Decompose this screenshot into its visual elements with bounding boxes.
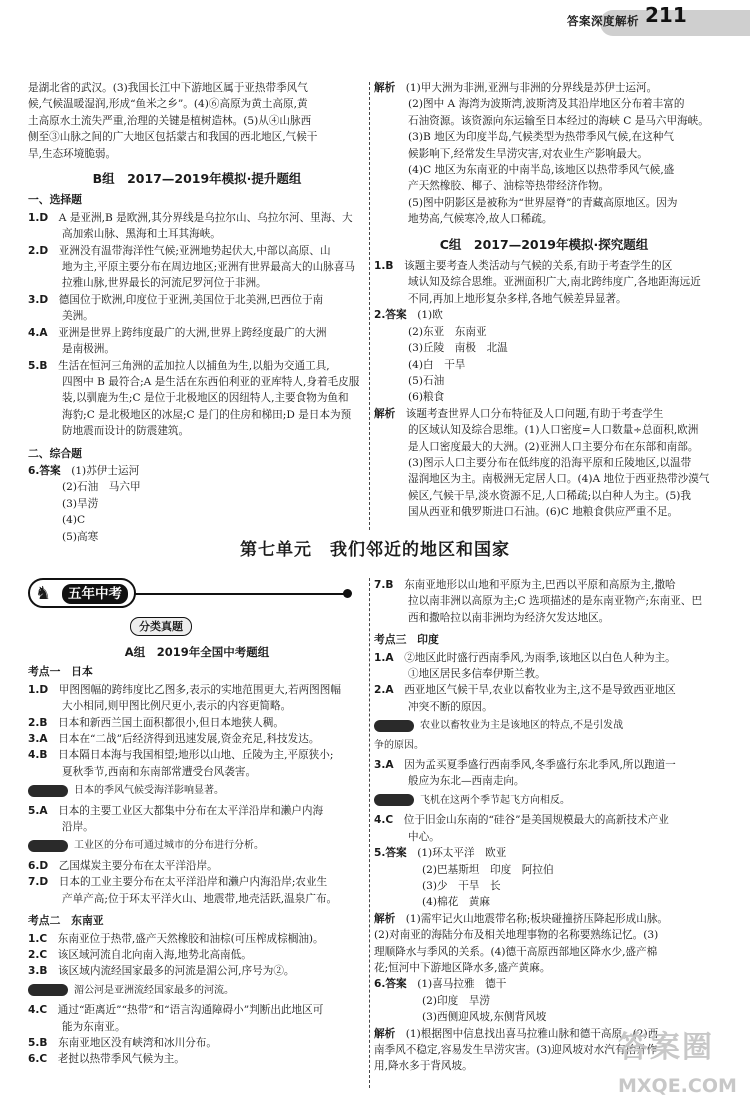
analysis-line: 花;恒河中下游地区降水多,盛产黄麻。 — [374, 961, 551, 974]
analysis-line: 解析 该题考查世界人口分布特征及人口问题,有助于考查学生 — [374, 407, 664, 420]
answer-line: 装,以驯鹿为生;C 是位于北极地区的因纽特人,主要食物为鱼和 — [62, 392, 349, 405]
answer-line: 3.D 德国位于欧洲,印度位于亚洲,美国位于北美洲,巴西位于南 — [28, 293, 324, 306]
answer-line: 4.B 日本隔日本海与我国相望;地形以山地、丘陵为主,平原狭小; — [28, 749, 334, 762]
page-header — [0, 0, 750, 44]
tip-note: 日本的季风气候受海洋影响显著。 — [28, 783, 366, 799]
analysis-line: 解析 (1)甲大洲为非洲,亚洲与非洲的分界线是苏伊士运河。 — [374, 82, 658, 94]
answer-line: 西和撒哈拉以南非洲均为经济欠发达地区。 — [408, 611, 610, 624]
answer-line: 防地震而设计的防震建筑。 — [62, 425, 190, 438]
answer-line: 5.B 东南亚地区没有峡湾和冰川分布。 — [28, 1036, 217, 1049]
answer-line: 域认知及综合思维。亚洲面积广大,南北跨纬度广,各地距海远近 — [408, 276, 701, 289]
answer-line: 6.C 老挝以热带季风气候为主。 — [28, 1053, 185, 1066]
answer-line: (4)棉花 黄麻 — [422, 896, 490, 909]
analysis-line: 石油资源。该资源向东运输至日本经过的海峡 C 是马六甲海峡。 — [408, 114, 709, 127]
answer-line: 产单产高;位于环太平洋火山、地震带,地壳活跃,温泉广布。 — [62, 892, 338, 905]
group-a-title: A组 2019年全国中考题组 — [124, 645, 270, 659]
topic-india: 考点三 印度 — [374, 633, 439, 647]
answer-line: 7.B 东南亚地形以山地和平原为主,巴西以平原和高原为主,撒哈 — [374, 579, 676, 591]
bottom-right-column — [374, 577, 714, 1075]
answer-line: 海豹;C 是北极地区的冰屋;C 是门的住房和梯田;D 是日本为预 — [62, 408, 352, 421]
tip-tag-icon — [374, 794, 414, 806]
analysis-line: 候区,气候干旱,淡水资源不足,人口稀疏;以白种人为主。(5)我 — [408, 489, 691, 502]
analysis-line: 理顺降水与季风的关系。(4)德干高原西部地区降水少,盛产棉 — [374, 945, 658, 958]
analysis-line: 产天然橡胶、椰子、油棕等热带经济作物。 — [408, 180, 610, 193]
section-title: 答案深度解析 — [567, 14, 639, 28]
answer-line: 1.A ②地区此时盛行西南季风,为雨季,该地区以白色人种为主。 — [374, 651, 676, 664]
answer-line: 6.答案 (1)喜马拉雅 德干 — [374, 978, 507, 991]
answer-line: (4)C — [62, 514, 86, 527]
answer-line: 4.C 位于旧金山东南的“硅谷”是美国规模最大的高新技术产业 — [374, 814, 669, 827]
text-line: 是湖北省的武汉。(3)我国长江中下游地区属于亚热带季风气 — [28, 82, 308, 94]
tip-note: 湄公河是亚洲流经国家最多的河流。 — [28, 983, 366, 999]
topic-japan: 考点一 日本 — [28, 665, 93, 679]
answer-line: (2)石油 马六甲 — [62, 481, 141, 494]
answer-line: 2.A 西亚地区气候干旱,农业以畜牧业为主,这不是导致西亚地区 — [374, 684, 676, 697]
answer-line: 般应为东北—西南走向。 — [408, 775, 525, 788]
answer-line: 不同,再加上地形复杂多样,各地气候差异显著。 — [408, 292, 627, 305]
answer-line: 冲突不断的原因。 — [408, 700, 493, 713]
answer-line: (6)粮食 — [408, 391, 445, 404]
analysis-line: 湿润地区为主。南极洲无定居人口。(4)A 地位于西亚热带沙漠气 — [408, 473, 710, 486]
text-line: 候,气候温暖湿润,形成“鱼米之乡”。(4)⑥高原为黄土高原,黄 — [28, 98, 308, 111]
answer-line: 沿岸。 — [62, 821, 94, 834]
answer-line: 4.C 通过“距离近”“热带”和“语言沟通障碍小”判断出此地区可 — [28, 1004, 324, 1017]
text-line: 旱,生态环境脆弱。 — [28, 147, 117, 160]
analysis-line: (3)B 地区为印度半岛,气候类型为热带季风气候,在这种气 — [408, 131, 674, 144]
answer-line: 3.B 该区域内流经国家最多的河流是湄公河,序号为②。 — [28, 965, 295, 978]
analysis-line: 解析 (1)根据图中信息找出喜马拉雅山脉和德干高原。(2)西 — [374, 1027, 659, 1040]
answer-line: (3)旱涝 — [62, 497, 99, 510]
analysis-line: (5)图中阴影区是被称为“世界屋脊”的青藏高原地区。因为 — [408, 196, 678, 209]
text-line: 侧至③山脉之间的广大地区包括蒙古和我国的西北地区,气候干 — [28, 131, 318, 144]
watermark-url: MXQE.COM — [618, 1075, 737, 1097]
analysis-line: 国从西亚和俄罗斯进口石油。(6)C 地粮食供应严重不足。 — [408, 506, 679, 519]
answer-line: (5)石油 — [408, 374, 445, 387]
badge-label: 五年中考 — [62, 584, 128, 604]
answer-line: (3)丘陵 南极 北温 — [408, 342, 508, 355]
tip-note: 争的原因。 — [374, 739, 424, 751]
answer-line: 6.答案 (1)苏伊士运河 — [28, 464, 140, 477]
horse-rider-icon: ♞ — [35, 583, 52, 604]
analysis-line: 候影响下,经常发生旱涝灾害,对农业生产影响最大。 — [408, 147, 648, 160]
answer-line: 3.A 因为孟买夏季盛行西南季风,冬季盛行东北季风,所以跑道一 — [374, 759, 676, 772]
answer-line: 美洲。 — [62, 310, 94, 323]
answer-line: 1.D A 是亚洲,B 是欧洲,其分界线是乌拉尔山、乌拉尔河、里海、大 — [28, 211, 353, 224]
answer-line: (4)白 干旱 — [408, 358, 466, 371]
classify-label: 分类真题 — [130, 617, 192, 636]
answer-line: (2)东亚 东南亚 — [408, 325, 487, 338]
top-right-column — [374, 80, 714, 521]
group-b-title: B组 2017—2019年模拟·提升题组 — [92, 171, 302, 187]
column-divider-top — [369, 82, 370, 530]
answer-line: 大小相同,则甲图比例尺更小,表示的内容更简略。 — [62, 700, 292, 713]
answer-line: 能为东南亚。 — [62, 1020, 126, 1033]
analysis-line: (3)图示人口主要分布在低纬度的沿海平原和丘陵地区,以温带 — [408, 456, 692, 469]
analysis-line: 解析 (1)需牢记火山地震带名称;板块碰撞挤压降起形成山脉。 — [374, 912, 669, 925]
answer-line: 1.B 该题主要考查人类活动与气候的关系,有助于考查学生的区 — [374, 260, 673, 273]
tip-tag-icon — [28, 840, 68, 852]
answer-line: 夏秋季节,西南和东南部常遭受台风袭害。 — [62, 765, 257, 778]
answer-line: 地为主,平原主要分布在周边地区;亚洲有世界最高大的山脉喜马 — [62, 261, 355, 274]
answer-line: 四图中 B 最符合;A 是生活在东西伯利亚的亚库特人,身着毛皮服 — [62, 375, 360, 388]
analysis-line: 是人口密度最大的大洲。(2)亚洲人口主要分布在东部和南部。 — [408, 440, 699, 453]
answer-line: 5.A 日本的主要工业区大都集中分布在太平洋沿岸和濑户内海 — [28, 804, 324, 817]
tip-tag-icon — [28, 785, 68, 797]
answer-line: 7.D 日本的工业主要分布在太平洋沿岸和濑户内海沿岸;农业生 — [28, 876, 328, 889]
answer-line: 是南极洲。 — [62, 343, 115, 356]
tip-tag-icon — [28, 984, 68, 996]
text-line: 土高原水土流失严重,治理的关键是植树造林。(5)从④山脉西 — [28, 114, 312, 127]
answer-line: 1.D 甲图图幅的跨纬度比乙图多,表示的实地范围更大,若两图图幅 — [28, 683, 341, 696]
unit-title: 第七单元 我们邻近的地区和国家 — [240, 540, 510, 560]
top-left-column — [28, 80, 366, 545]
answer-line: 2.C 该区域河流自北向南入海,地势北高南低。 — [28, 948, 252, 961]
answer-line: (3)西侧迎风坡,东侧背风坡 — [422, 1011, 547, 1024]
answer-line: 3.A 日本在“二战”后经济得到迅速发展,资金充足,科技发达。 — [28, 733, 320, 746]
answer-line: (2)印度 旱涝 — [422, 994, 490, 1007]
answer-line: 中心。 — [408, 830, 440, 843]
answer-line: ①地区居民多信奉伊斯兰教。 — [408, 668, 546, 681]
analysis-line: 的区域认知及综合思维。(1)人口密度=人口数量÷总面积,欧洲 — [408, 424, 699, 437]
answer-line: 2.答案 (1)欧 — [374, 309, 443, 322]
answer-line: 4.A 亚洲是世界上跨纬度最广的大洲,世界上跨经度最广的大洲 — [28, 326, 327, 339]
answer-line: (5)高寒 — [62, 530, 99, 543]
analysis-line: 南季风不稳定,容易发生旱涝灾害。(3)迎风坡对水汽有抬升作 — [374, 1043, 658, 1056]
group-c-title: C组 2017—2019年模拟·探究题组 — [439, 236, 649, 252]
answer-line: (2)巴基斯坦 印度 阿拉伯 — [422, 863, 554, 876]
answer-line: 2.D 亚洲没有温带海洋性气候;亚洲地势起伏大,中部以高原、山 — [28, 244, 331, 257]
analysis-line: (4)C 地区为东南亚的中南半岛,该地区以热带季风气候,盛 — [408, 164, 675, 177]
answer-line: 5.B 生活在恒河三角洲的孟加拉人以捕鱼为生,以船为交通工具, — [28, 359, 330, 372]
watermark-logo: 答案圈 — [618, 1030, 714, 1065]
answer-line: 拉以南非洲以高原为主;C 选项描述的是东南亚物产;东南亚、巴 — [408, 595, 703, 608]
answer-line: 5.答案 (1)环太平洋 欧亚 — [374, 847, 507, 860]
section-choice-title: 一、选择题 — [28, 193, 82, 207]
tip-note: 工业区的分布可通过城市的分布进行分析。 — [28, 838, 366, 854]
answer-line: (3)少 干旱 长 — [422, 879, 501, 892]
analysis-line: 地势高,气候寒冷,故人口稀疏。 — [408, 213, 553, 226]
answer-line: 2.B 日本和新西兰国土面积都很小,但日本地狭人稠。 — [28, 716, 284, 729]
column-divider-bottom — [369, 578, 370, 1088]
answer-line: 1.C 东南亚位于热带,盛产天然橡胶和油棕(可压榨成棕榈油)。 — [28, 932, 324, 945]
analysis-line: (2)对南亚的海陆分布及相关地理事物的名称要熟练记忆。(3) — [374, 929, 659, 942]
section-comprehensive-title: 二、综合题 — [28, 446, 82, 460]
page-number: 211 — [645, 3, 687, 27]
analysis-line: (2)图中 A 海湾为波斯湾,波斯湾及其沿岸地区分布着丰富的 — [408, 98, 685, 111]
answer-line: 高加索山脉、黑海和土耳其海峡。 — [62, 228, 221, 241]
bottom-left-column — [28, 640, 366, 1068]
analysis-line: 用,降水多于背风坡。 — [374, 1060, 473, 1073]
answer-line: 拉雅山脉,世界最长的河流尼罗河位于非洲。 — [62, 277, 267, 290]
tip-note: 飞机在这两个季节起飞方向相反。 — [374, 793, 714, 809]
five-year-exam-badge — [28, 578, 136, 608]
topic-southeast-asia: 考点二 东南亚 — [28, 914, 104, 928]
tip-note: 农业以畜牧业为主是该地区的特点,不是引发战 — [374, 718, 714, 734]
answer-line: 6.D 乙国煤炭主要分布在太平洋沿岸。 — [28, 859, 218, 872]
tip-tag-icon — [374, 720, 414, 732]
